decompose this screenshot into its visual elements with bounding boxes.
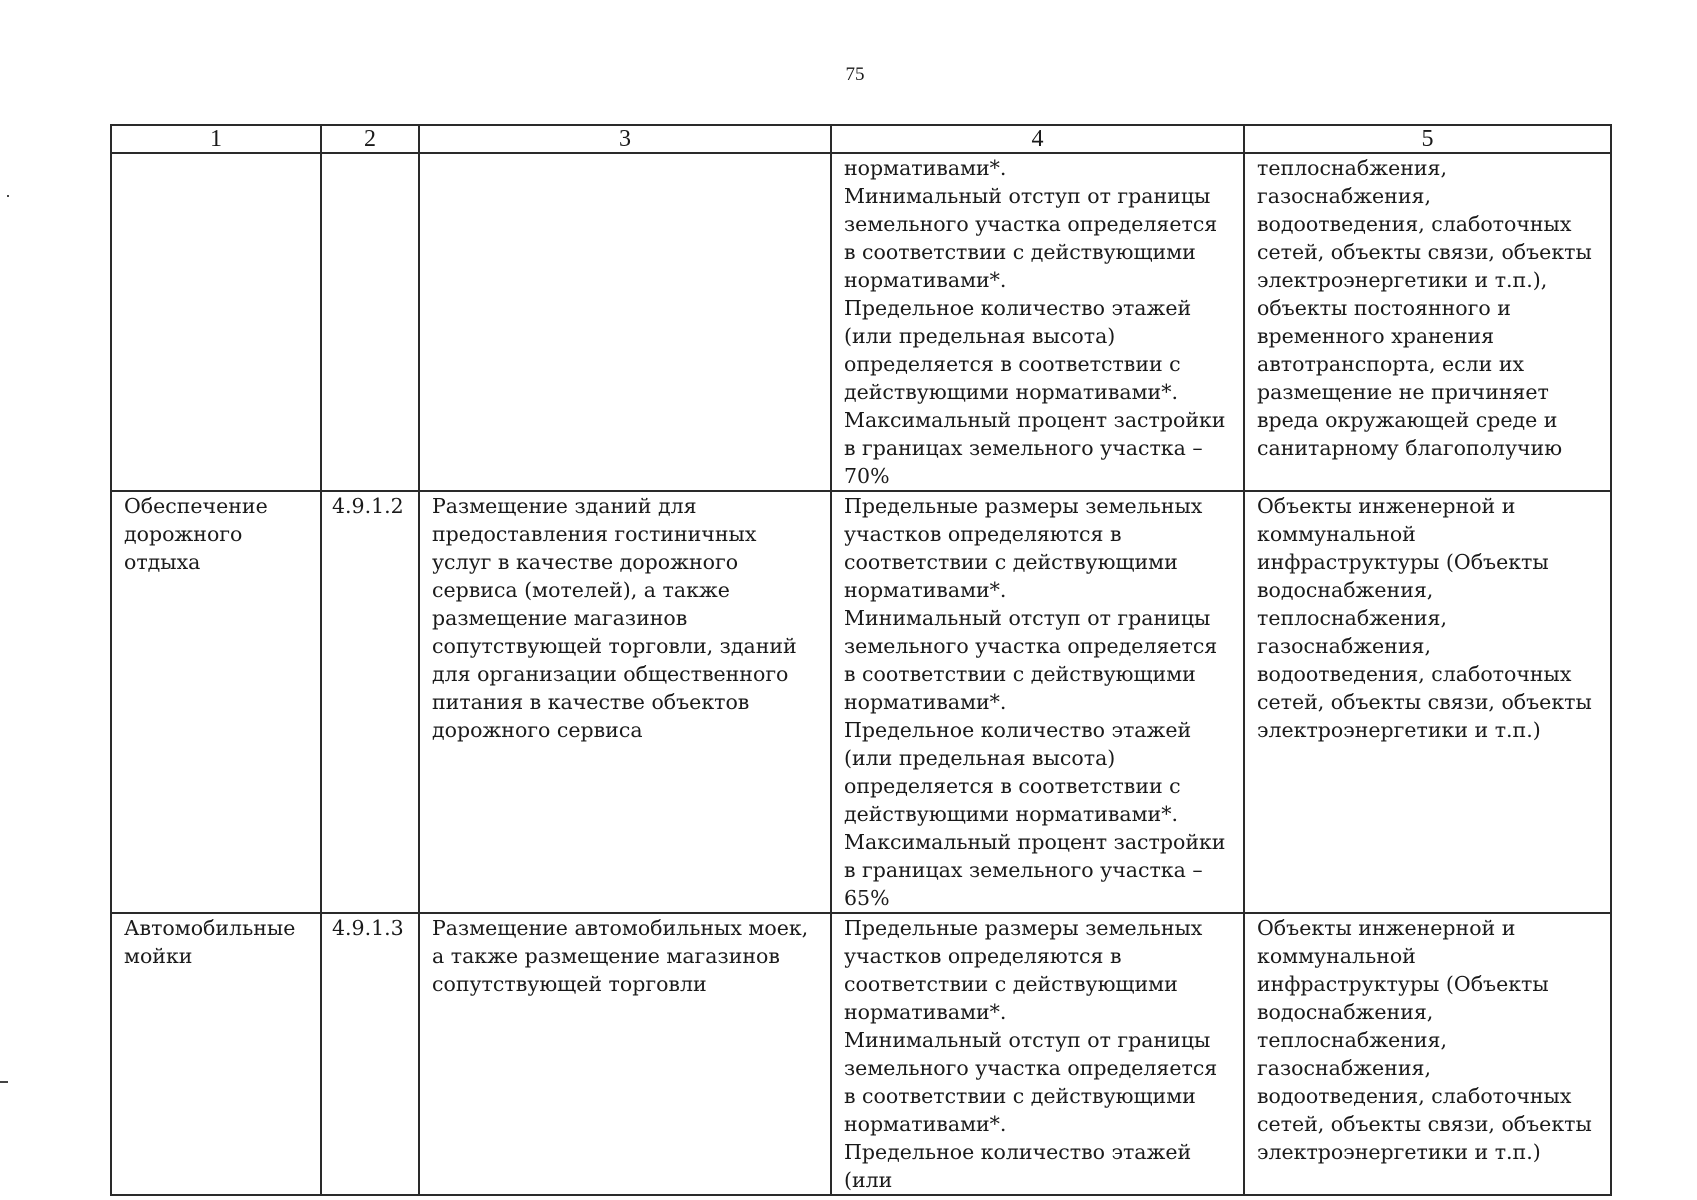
scan-mark-left-bottom <box>0 1081 8 1083</box>
cell-parameters <box>831 153 1244 491</box>
column-header: 1 <box>111 125 321 153</box>
table-header-row <box>111 125 1611 153</box>
column-header: 2 <box>321 125 419 153</box>
table-row <box>111 913 1611 1195</box>
cell-parameters <box>831 913 1244 1195</box>
cell-allowed-objects: Объекты инженерной и коммунальной инфраструктуры (Объекты водоснабжения, теплоснабжения, газоснабжения, водоотведения, слаботочных сетей, объекты связи, объекты электроэнергетики и т.п.) <box>1244 913 1611 1195</box>
table-row <box>111 491 1611 913</box>
cell-use-code <box>321 153 419 491</box>
cell-parameters <box>831 491 1244 913</box>
cell-use-code: 4.9.1.3 <box>321 913 419 1195</box>
parameter-text: Предельные размеры земельных участков определяются в соответствии с действующими нормативами*. <box>844 916 1203 1024</box>
parameter-text: Минимальный отступ от границы земельного участка определяется в соответствии с действующими нормативами*. <box>844 184 1218 292</box>
parameter-text: Минимальный отступ от границы земельного участка определяется в соответствии с действующими нормативами*. <box>844 606 1218 714</box>
parameter-text: Максимальный процент застройки в границах земельного участка – 65% <box>844 830 1226 910</box>
column-header: 3 <box>419 125 831 153</box>
scan-mark-left-top <box>7 195 9 197</box>
table-row <box>111 153 1611 491</box>
parameter-text: Предельные размеры земельных участков определяются в соответствии с действующими нормативами*. <box>844 494 1203 602</box>
cell-use-name: Обеспечение дорожного отдыха <box>111 491 321 913</box>
cell-use-name <box>111 153 321 491</box>
cell-use-name: Автомобильные мойки <box>111 913 321 1195</box>
cell-use-description: Размещение автомобильных моек, а также размещение магазинов сопутствующей торговли <box>419 913 831 1195</box>
zoning-table <box>110 124 1612 1196</box>
parameter-text: Предельное количество этажей (или предельная высота) определяется в соответствии с действующими нормативами*. <box>844 296 1192 404</box>
cell-use-code: 4.9.1.2 <box>321 491 419 913</box>
cell-allowed-objects: теплоснабжения, газоснабжения, водоотведения, слаботочных сетей, объекты связи, объекты электроэнергетики и т.п.), объекты постоянного и временного хранения автотранспорта, если их размещение не причиняет вреда окружающей среде и санитарному благополучию <box>1244 153 1611 491</box>
cell-use-description <box>419 153 831 491</box>
parameter-text: Предельное количество этажей (или предельная высота) определяется в соответствии с действующими нормативами*. <box>844 718 1192 826</box>
column-header: 5 <box>1244 125 1611 153</box>
parameter-text: Предельное количество этажей (или <box>844 1140 1192 1192</box>
column-header: 4 <box>831 125 1244 153</box>
parameter-text: Минимальный отступ от границы земельного участка определяется в соответствии с действующими нормативами*. <box>844 1028 1218 1136</box>
cell-allowed-objects: Объекты инженерной и коммунальной инфраструктуры (Объекты водоснабжения, теплоснабжения, газоснабжения, водоотведения, слаботочных сетей, объекты связи, объекты электроэнергетики и т.п.) <box>1244 491 1611 913</box>
parameter-text: нормативами*. <box>844 156 1007 180</box>
cell-use-description: Размещение зданий для предоставления гостиничных услуг в качестве дорожного сервиса (мотелей), а также размещение магазинов сопутствующей торговли, зданий для организации общественного питания в качестве объектов дорожного сервиса <box>419 491 831 913</box>
parameter-text: Максимальный процент застройки в границах земельного участка – 70% <box>844 408 1226 488</box>
page-number: 75 <box>845 64 865 85</box>
